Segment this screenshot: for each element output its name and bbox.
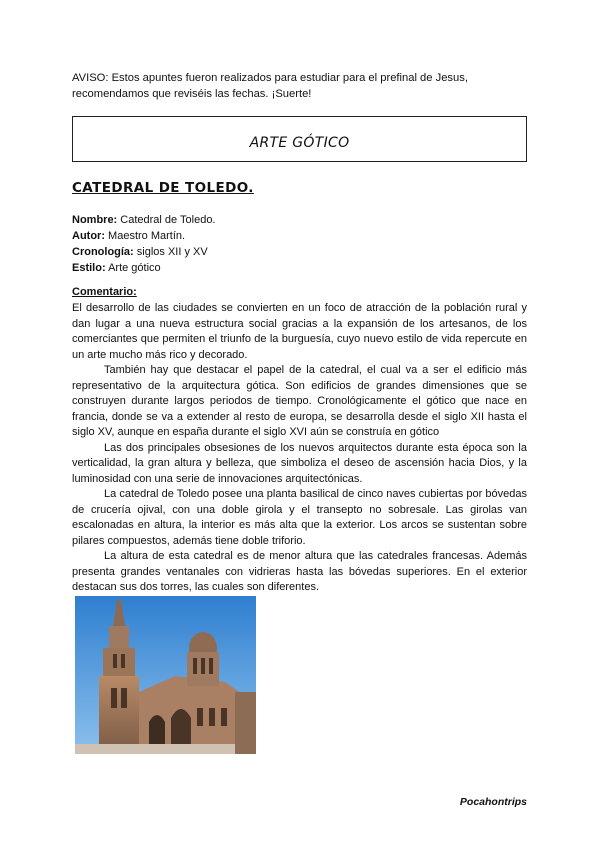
fact-cronologia-value: siglos XII y XV [133,246,208,258]
paragraph: Las dos principales obsesiones de los nuevos arquitectos durante esta época son la verticalidad, la gran altura y belleza, que simboliza el deseo de ascensión hacia Dios, y la luminosidad con una serie de innovaciones arquitectónicas. [72,441,527,485]
paragraph: La catedral de Toledo posee una planta basilical de cinco naves cubiertas por bóvedas de crucería ojival, con una doble girola y el transepto no sobresale. Las girolas van escalonadas en altura, la interior es más alta que la exterior. Los arcos se sustentan sobre pilares compuestos, además tiene doble triforio. [72,488,527,547]
paragraph: La altura de esta catedral es de menor altura que las catedrales francesas. Además presenta grandes ventanales con vidrieras hasta las bóvedas superiores. En el exterior destacan sus dos torres, las cuales son diferentes. [72,550,527,593]
paragraph: El desarrollo de las ciudades se convierten en un foco de atracción de la población rural y dan lugar a una nueva estructura social gracias a la expansión de los artesanos, de los comerciantes que permiten el triunfo de la burguesía, cuyo nuevo estilo de vida repercute en un arte mucho más rico y decorado. [72,302,527,361]
fact-autor-value: Maestro Martín. [105,230,186,242]
section-title-box [72,116,527,162]
fact-estilo-value: Arte gótico [105,262,161,274]
fact-nombre-value: Catedral de Toledo. [117,214,216,226]
paragraph: También hay que destacar el papel de la catedral, el cual va a ser el edificio más representativo de la arquitectura gótica. Son edificios de grandes dimensiones que se construyen durante largos periodos de tiempo. Cronológicamente el gótico que nace en francia, donde se va a extender al resto de europa, se desarrolla desde el siglo XII hasta el siglo XV, aunque en españa durante el siglo XVI aún se construía en gótico [72,364,527,438]
notice [72,70,532,102]
page-heading: CATEDRAL DE TOLEDO. [72,180,254,196]
fact-cronologia [72,244,216,260]
fact-estilo [72,260,216,276]
fact-nombre-label: Nombre: [72,214,118,226]
fact-autor [72,228,216,244]
comment-label: Comentario: [72,286,137,298]
fact-estilo-label: Estilo: [72,262,106,274]
footer-signature: Pocahontrips [459,796,527,808]
cathedral-photo [75,596,256,754]
notice-line-2: recomendamos que reviséis las fechas. ¡Suerte! [72,88,312,100]
facts-list [72,212,216,276]
notice-line-1: AVISO: Estos apuntes fueron realizados para estudiar para el prefinal de Jesus, [72,72,468,84]
fact-nombre [72,212,216,228]
comment-body [72,301,527,596]
section-title: ARTE GÓTICO [249,135,350,151]
fact-autor-label: Autor: [72,230,105,242]
fact-cronologia-label: Cronología: [72,246,134,258]
